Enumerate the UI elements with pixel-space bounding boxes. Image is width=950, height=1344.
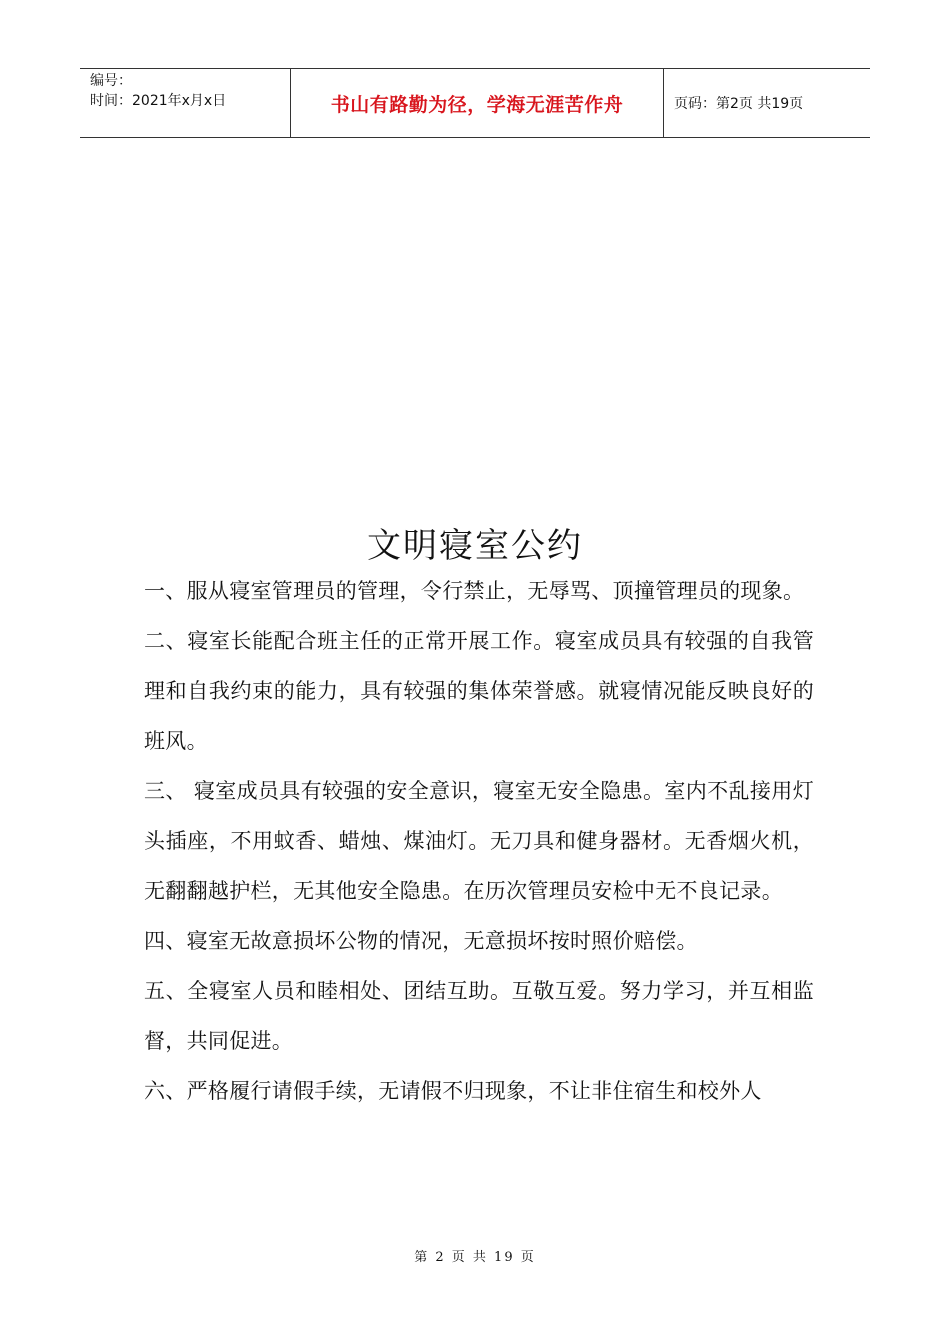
paragraph-1: 一、服从寝室管理员的管理，令行禁止，无辱骂、顶撞管理员的现象。: [144, 579, 805, 603]
document-title: 文明寝室公约: [367, 526, 583, 566]
page-footer: 第 2 页 共 19 页: [414, 1250, 536, 1265]
header-meta: [80, 69, 291, 137]
paragraph-4: 四、寝室无故意损坏公物的情况，无意损坏按时照价赔偿。: [144, 929, 698, 953]
document-number: 编号：: [90, 73, 132, 89]
paragraph-5: 五、全寝室人员和睦相处、团结互助。互敬互爱。努力学习，并互相监督，共同促进。: [144, 979, 814, 1053]
document-body: [144, 566, 814, 1116]
document-date: 时间：2021年x月x日: [90, 93, 227, 109]
header-motto: 书山有路勤为径，学海无涯苦作舟: [291, 69, 664, 137]
page-header: [80, 68, 870, 138]
paragraph-6: 六、严格履行请假手续，无请假不归现象，不让非住宿生和校外人: [144, 1079, 762, 1103]
paragraph-2: 二、寝室长能配合班主任的正常开展工作。寝室成员具有较强的自我管理和自我约束的能力，具有较强的集体荣誉感。就寝情况能反映良好的班风。: [144, 629, 814, 753]
paragraph-3: 三、 寝室成员具有较强的安全意识，寝室无安全隐患。室内不乱接用灯头插座，不用蚊香、蜡烛、煤油灯。无刀具和健身器材。无香烟火机，无翻翻越护栏，无其他安全隐患。在历次管理员安检中无不良记录。: [144, 779, 814, 903]
header-page-info: 页码：第2页 共19页: [674, 96, 804, 112]
